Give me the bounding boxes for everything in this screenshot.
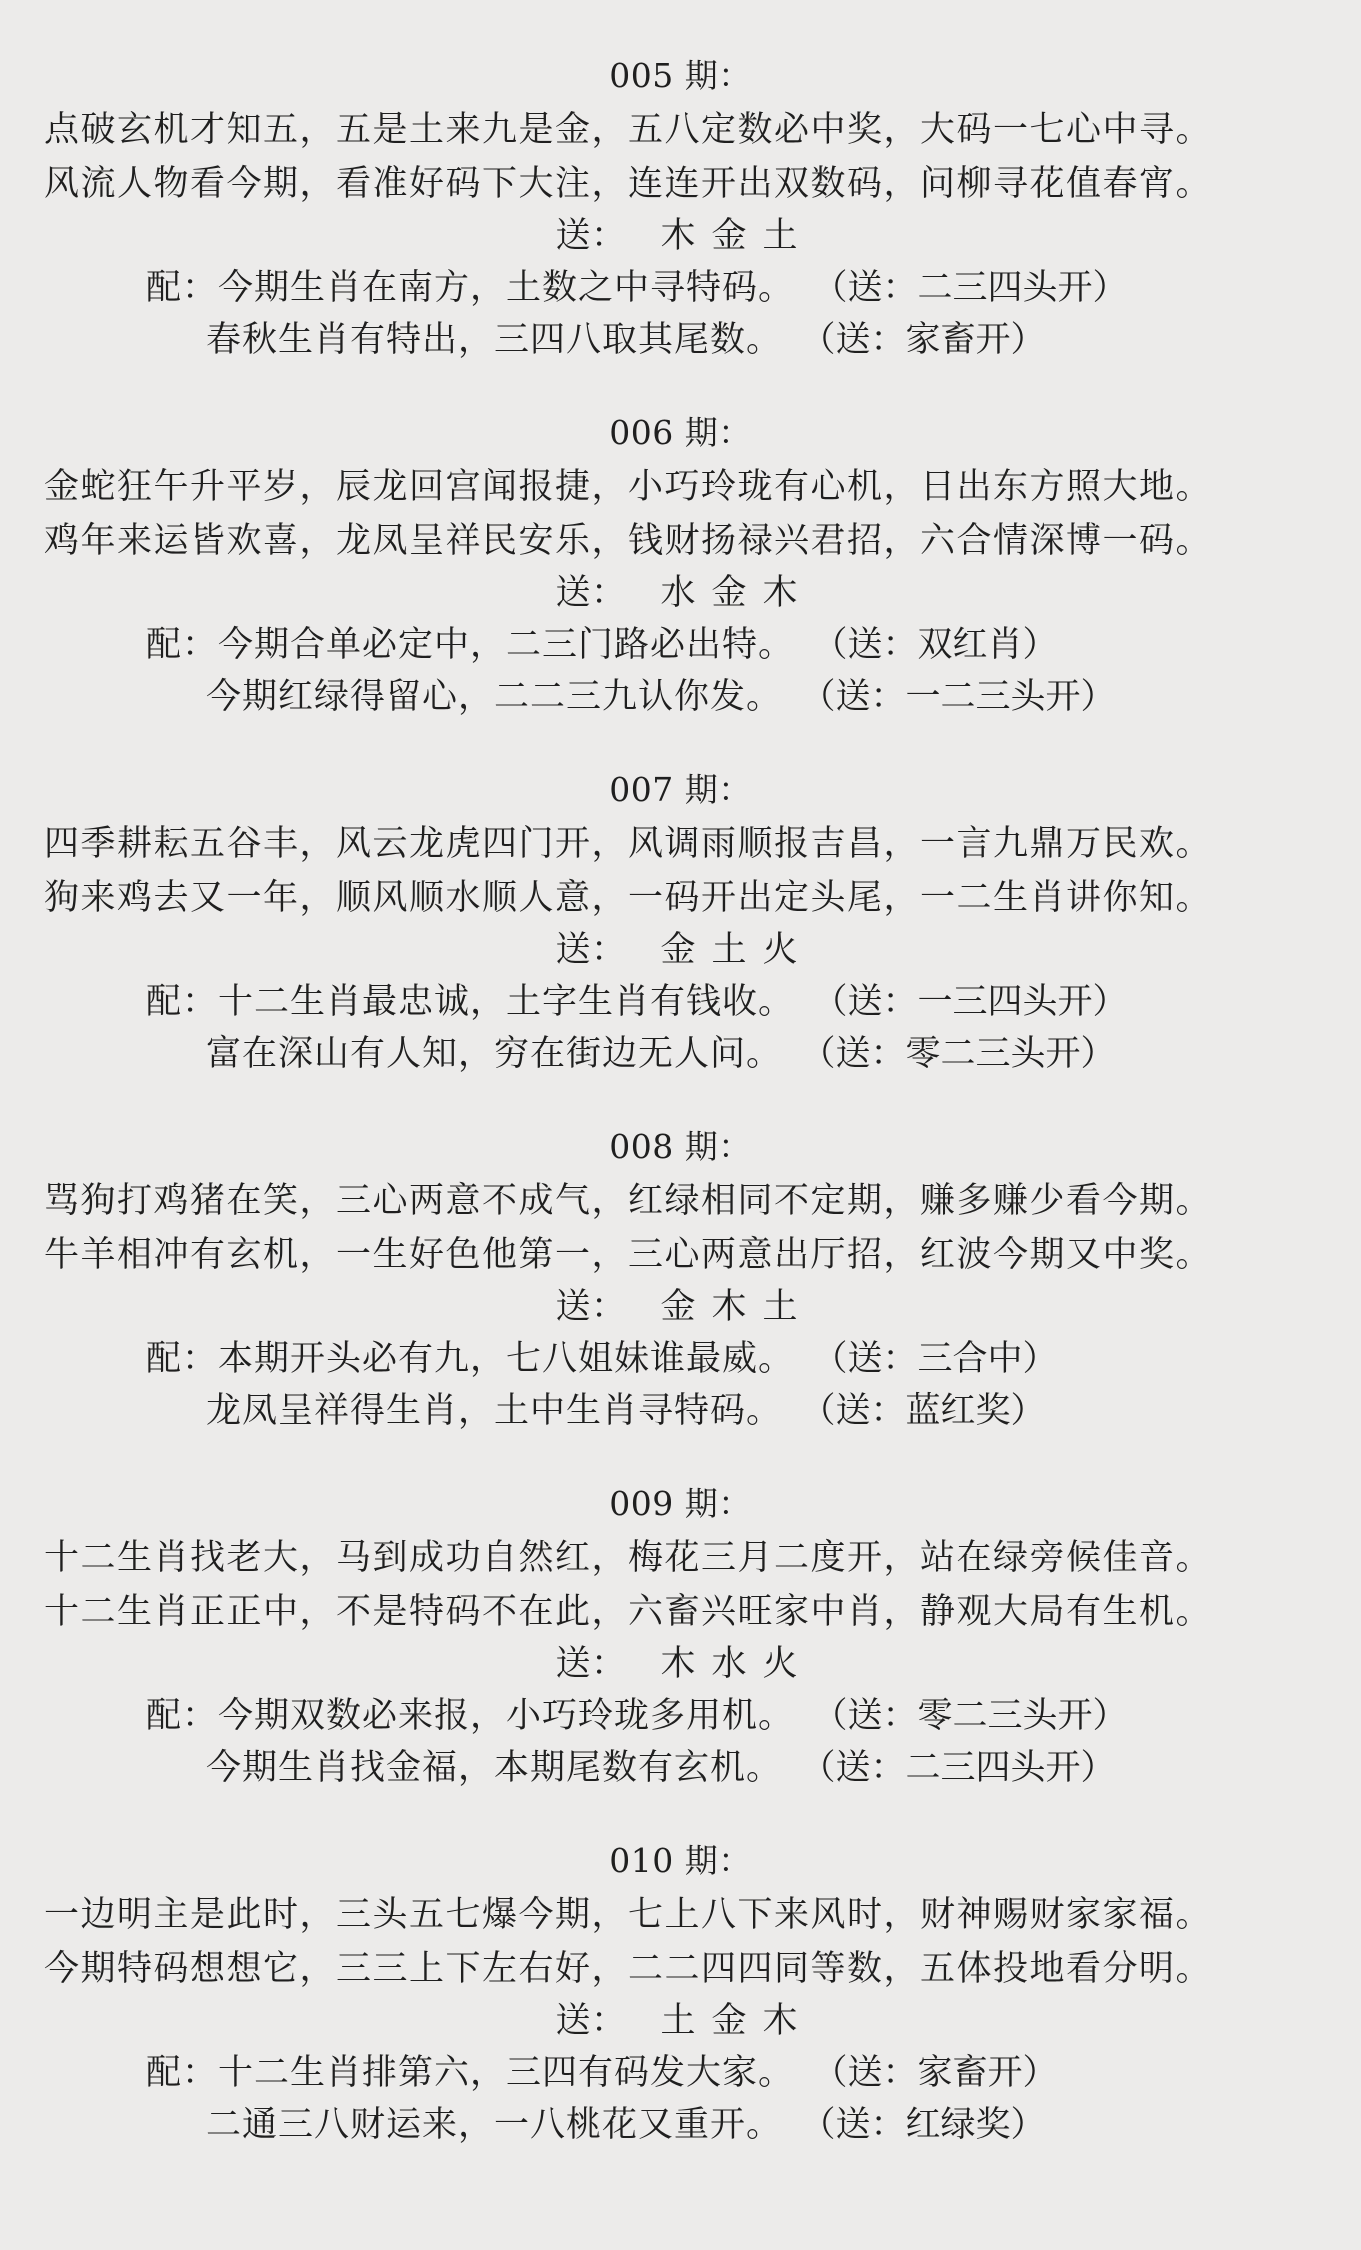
pei-line [0,1333,1361,1385]
gift-note: （送：三合中） [830,1339,1058,1379]
pei-text: 今期生肖在南方，土数之中寻特码。 [218,268,795,308]
verse-line: 鸡年来运皆欢喜，龙凤呈祥民安乐，钱财扬禄兴君招，六合情深博一码。 [44,521,1213,561]
pei-line [0,2047,1361,2099]
gift-note: （送：一二三头开） [818,677,1116,717]
send-line [0,210,1361,262]
pei-text: 富在深山有人知，穷在街边无人问。 [206,1034,783,1074]
send-label: 送： [555,1644,627,1684]
send-line [0,1995,1361,2047]
send-line [0,1638,1361,1690]
gift-note: （送：零二三头开） [830,1696,1128,1736]
send-element: 金 [660,1287,696,1327]
pei-text: 今期双数必来报，小巧玲珑多用机。 [218,1696,795,1736]
send-element: 金 [711,2001,747,2041]
gift-note: （送：家畜开） [818,320,1046,360]
period-header: 007 期： [609,770,752,809]
pei-text: 今期红绿得留心，二二三九认你发。 [206,677,783,717]
period-header: 009 期： [609,1484,752,1523]
send-element: 土 [762,1287,798,1327]
pei-text: 今期合单必定中，二三门路必出特。 [218,625,795,665]
pei-text: 龙凤呈祥得生肖，土中生肖寻特码。 [206,1391,783,1431]
verse-line: 今期特码想想它，三三上下左右好，二二四四同等数，五体投地看分明。 [44,1949,1213,1989]
pei-prefix: 配： [146,1696,219,1736]
send-label: 送： [555,930,627,970]
pei-line [0,262,1361,314]
send-element: 土 [660,2001,696,2041]
verse-line: 牛羊相冲有玄机，一生好色他第一，三心两意出厅招，红波今期又中奖。 [44,1235,1213,1275]
gift-note: （送：二三四头开） [818,1748,1116,1788]
pei-text: 十二生肖排第六，三四有码发大家。 [218,2053,795,2093]
gift-note: （送：家畜开） [830,2053,1058,2093]
send-element: 金 [660,930,696,970]
send-line [0,567,1361,619]
pei-prefix: 配： [146,982,219,1022]
send-line [0,924,1361,976]
pei-text: 十二生肖最忠诚，土字生肖有钱收。 [218,982,795,1022]
gift-note: （送：零二三头开） [818,1034,1116,1074]
period-header: 010 期： [609,1841,752,1880]
send-element: 水 [660,573,696,613]
pei-text: 今期生肖找金福，本期尾数有玄机。 [206,1748,783,1788]
send-element: 木 [711,1287,747,1327]
send-element: 金 [711,573,747,613]
gift-note: （送：一三四头开） [830,982,1128,1022]
verse-line: 点破玄机才知五，五是土来九是金，五八定数必中奖，大码一七心中寻。 [44,110,1213,150]
period-header: 008 期： [609,1127,752,1166]
send-label: 送： [555,2001,627,2041]
send-element: 金 [711,216,747,256]
period-header: 005 期： [609,56,752,95]
pei-line [0,1690,1361,1742]
pei-prefix: 配： [146,625,219,665]
period-header: 006 期： [609,413,752,452]
verse-line: 金蛇狂午升平岁，辰龙回宫闻报捷，小巧玲珑有心机，日出东方照大地。 [44,467,1213,507]
send-element: 土 [762,216,798,256]
verse-line: 风流人物看今期，看准好码下大注，连连开出双数码，问柳寻花值春宵。 [44,164,1213,204]
pei-line [0,619,1361,671]
pei-line [0,2099,1361,2151]
verse-line: 狗来鸡去又一年，顺风顺水顺人意，一码开出定头尾，一二生肖讲你知。 [44,878,1213,918]
send-element: 木 [762,573,798,613]
pei-line [0,671,1361,723]
pei-prefix: 配： [146,268,219,308]
pei-prefix: 配： [146,1339,219,1379]
gift-note: （送：红绿奖） [818,2105,1046,2145]
send-label: 送： [555,573,627,613]
gift-note: （送：蓝红奖） [818,1391,1046,1431]
gift-note: （送：二三四头开） [830,268,1128,308]
verse-line: 骂狗打鸡猪在笑，三心两意不成气，红绿相同不定期，赚多赚少看今期。 [44,1181,1213,1221]
send-element: 木 [660,216,696,256]
pei-text: 二通三八财运来，一八桃花又重开。 [206,2105,783,2145]
pei-line [0,1742,1361,1794]
gift-note: （送：双红肖） [830,625,1058,665]
send-label: 送： [555,216,627,256]
verse-line: 一边明主是此时，三头五七爆今期，七上八下来风时，财神赐财家家福。 [44,1895,1213,1935]
pei-prefix: 配： [146,2053,219,2093]
pei-text: 春秋生肖有特出，三四八取其尾数。 [206,320,783,360]
verse-line: 十二生肖找老大，马到成功自然红，梅花三月二度开，站在绿旁候佳音。 [44,1538,1213,1578]
send-element: 木 [660,1644,696,1684]
pei-line [0,1028,1361,1080]
pei-line [0,1385,1361,1437]
pei-line [0,976,1361,1028]
send-element: 水 [711,1644,747,1684]
send-line [0,1281,1361,1333]
send-element: 木 [762,2001,798,2041]
pei-line [0,314,1361,366]
pei-text: 本期开头必有九，七八姐妹谁最威。 [218,1339,795,1379]
send-element: 火 [762,1644,798,1684]
send-label: 送： [555,1287,627,1327]
send-element: 火 [762,930,798,970]
verse-line: 十二生肖正正中，不是特码不在此，六畜兴旺家中肖，静观大局有生机。 [44,1592,1213,1632]
send-element: 土 [711,930,747,970]
verse-line: 四季耕耘五谷丰，风云龙虎四门开，风调雨顺报吉昌，一言九鼎万民欢。 [44,824,1213,864]
